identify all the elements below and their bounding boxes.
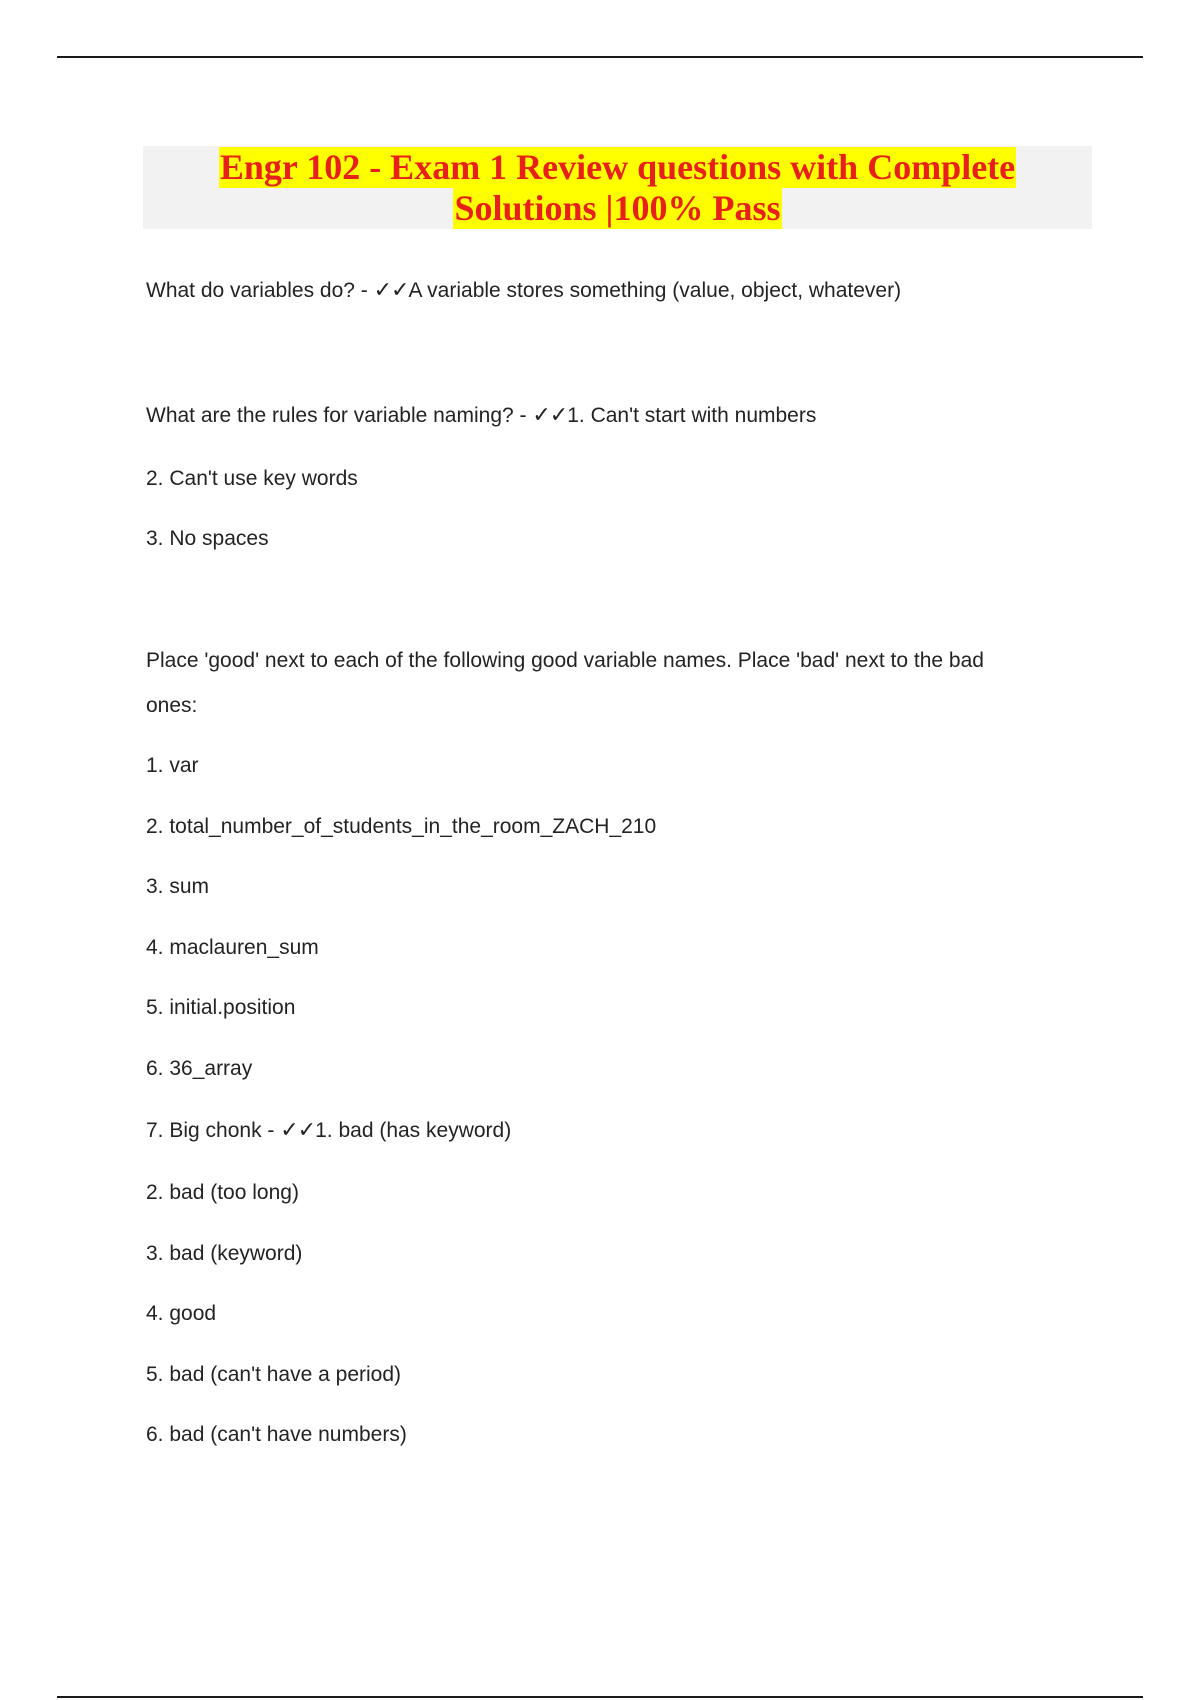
q1-question: What do variables do? - <box>146 279 374 302</box>
q2-question: What are the rules for variable naming? - <box>146 404 533 427</box>
bottom-divider <box>57 1696 1143 1698</box>
q3-answer-line: 4. good <box>146 1302 217 1325</box>
document-title-banner <box>143 146 1092 229</box>
q3-answer-line: 2. bad (too long) <box>146 1181 299 1204</box>
q3-last-item: 7. Big chonk - <box>146 1119 281 1142</box>
q3-list-item: 2. total_number_of_students_in_the_room_ZACH_210 <box>146 815 657 838</box>
q3-answer-first: 1. bad (has keyword) <box>315 1119 512 1142</box>
q1-answer: A variable stores something (value, object, whatever) <box>408 279 902 302</box>
double-check-icon: ✓✓ <box>532 403 568 428</box>
q2-answer-first: 1. Can't start with numbers <box>567 404 817 427</box>
double-check-icon: ✓✓ <box>373 278 409 303</box>
q2-line <box>146 403 816 429</box>
q3-answer-line: 3. bad (keyword) <box>146 1242 303 1265</box>
double-check-icon: ✓✓ <box>280 1118 316 1143</box>
q3-question-line-1: Place 'good' next to each of the following good variable names. Place 'bad' next to the bad <box>146 649 984 672</box>
q3-list-item: 6. 36_array <box>146 1057 253 1080</box>
q2-answer-line: 2. Can't use key words <box>146 467 358 490</box>
q3-answer-line: 5. bad (can't have a period) <box>146 1363 402 1386</box>
q2-answer-line: 3. No spaces <box>146 527 269 550</box>
q3-list-item: 5. initial.position <box>146 996 296 1019</box>
q3-answer-line: 6. bad (can't have numbers) <box>146 1423 407 1446</box>
q1-line <box>146 278 901 304</box>
top-divider <box>57 56 1143 58</box>
q3-question-line-2: ones: <box>146 694 198 717</box>
q3-list-item: 1. var <box>146 754 199 777</box>
q3-last-item-line <box>146 1118 511 1144</box>
q3-list-item: 3. sum <box>146 875 210 898</box>
document-title-line-1: Engr 102 - Exam 1 Review questions with Complete <box>219 146 1016 187</box>
q3-list-item: 4. maclauren_sum <box>146 936 319 959</box>
document-title-line-2: Solutions |100% Pass <box>454 187 781 228</box>
